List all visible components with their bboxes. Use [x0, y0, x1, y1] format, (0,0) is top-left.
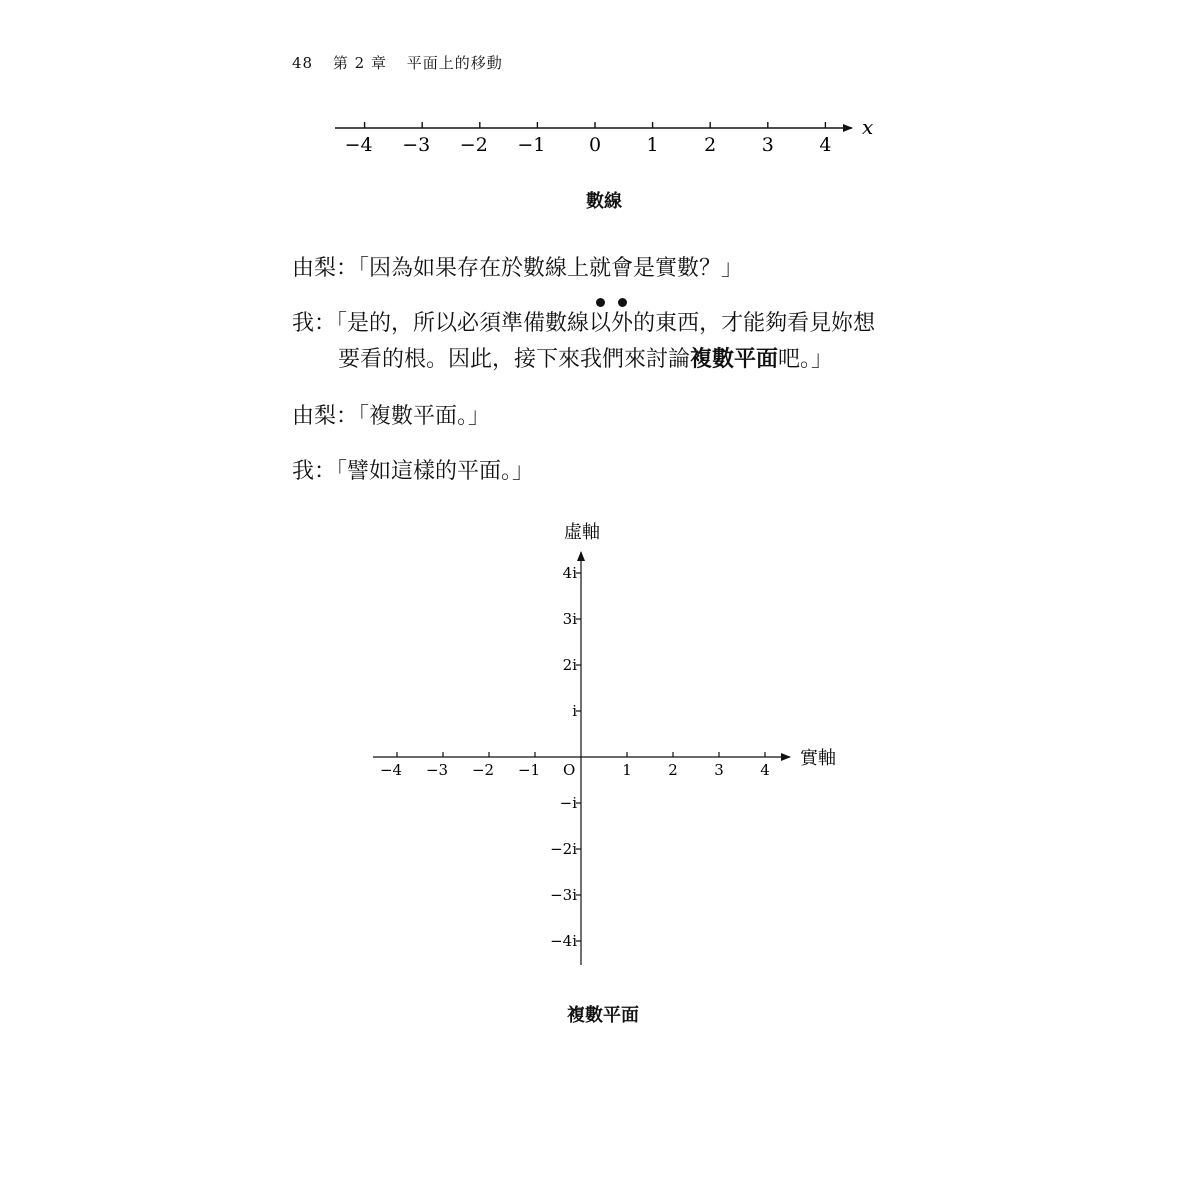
dialogue-text: ：「因為如果存在於數線上就會是實數？」 — [336, 256, 744, 281]
chapter-title: 平面上的移動 — [406, 54, 503, 72]
number-line-tick-label: 3 — [761, 134, 774, 156]
complex-plane-caption: 複數平面 — [567, 1005, 639, 1026]
real-axis-tick-label: −1 — [517, 761, 541, 779]
number-line-tick-label: −2 — [459, 134, 488, 156]
dialogue-line-4 — [292, 454, 534, 490]
chapter-label: 第 2 章 — [332, 54, 387, 72]
number-line-figure — [335, 115, 873, 156]
imaginary-axis-tick-label: i — [572, 702, 577, 720]
complex-plane-figure — [373, 522, 836, 965]
real-axis-tick-label: 1 — [622, 761, 632, 779]
real-axis-tick-label: −3 — [425, 761, 449, 779]
dialogue-text: 的東西，才能夠看見妳想 — [633, 311, 876, 336]
number-line-tick-label: −3 — [402, 134, 431, 156]
number-line-tick-label: −4 — [344, 134, 373, 156]
speaker-me: 我 — [292, 311, 315, 336]
emphasis-char: 以 — [589, 306, 611, 342]
dialogue-text: ：「是的，所以必須準備數線 — [314, 311, 590, 336]
real-axis-tick-label: 2 — [668, 761, 678, 779]
number-line-ticks — [345, 122, 832, 156]
imaginary-axis-tick-label: −4i — [550, 932, 577, 950]
dialogue-text: ：「譬如這樣的平面。」 — [314, 459, 535, 484]
dialogue-line-3 — [292, 399, 490, 435]
dialogue-text: 要看的根。因此，接下來我們來討論 — [338, 347, 691, 372]
real-axis-tick-label: −2 — [471, 761, 495, 779]
number-line-axis-label: x — [862, 115, 874, 139]
page-number: 48 — [292, 54, 314, 72]
real-axis-tick-label: −4 — [379, 761, 403, 779]
imaginary-axis-tick-label: 2i — [562, 656, 577, 674]
dialogue-text: 吧。」 — [778, 347, 834, 372]
speaker-yuri: 由梨 — [292, 256, 337, 281]
imaginary-axis-tick-label: 4i — [562, 564, 577, 582]
imaginary-axis-tick-label: 3i — [562, 610, 577, 628]
real-axis-tick-label: 4 — [760, 761, 770, 779]
imaginary-axis-tick-label: −i — [559, 794, 577, 812]
dialogue-line-1 — [292, 251, 743, 287]
speaker-yuri: 由梨 — [292, 404, 337, 429]
origin-label: O — [563, 761, 576, 779]
dialogue-line-2 — [292, 306, 875, 378]
number-line-tick-label: 2 — [704, 134, 717, 156]
speaker-me: 我 — [292, 459, 315, 484]
number-line-caption: 數線 — [586, 191, 622, 212]
dialogue-text: ：「複數平面。」 — [336, 404, 491, 429]
imaginary-axis-label: 虛軸 — [564, 522, 600, 543]
real-axis-tick-label: 3 — [714, 761, 724, 779]
real-axis-label: 實軸 — [800, 748, 836, 769]
number-line-tick-label: −1 — [517, 134, 546, 156]
number-line-tick-label: 4 — [819, 134, 832, 156]
emphasis-char: 外 — [611, 306, 633, 342]
number-line-tick-label: 0 — [588, 134, 602, 156]
number-line-tick-label: 1 — [646, 134, 659, 156]
bold-term: 複數平面 — [690, 347, 779, 372]
imaginary-axis-tick-label: −3i — [550, 886, 577, 904]
imaginary-axis-tick-label: −2i — [550, 840, 577, 858]
